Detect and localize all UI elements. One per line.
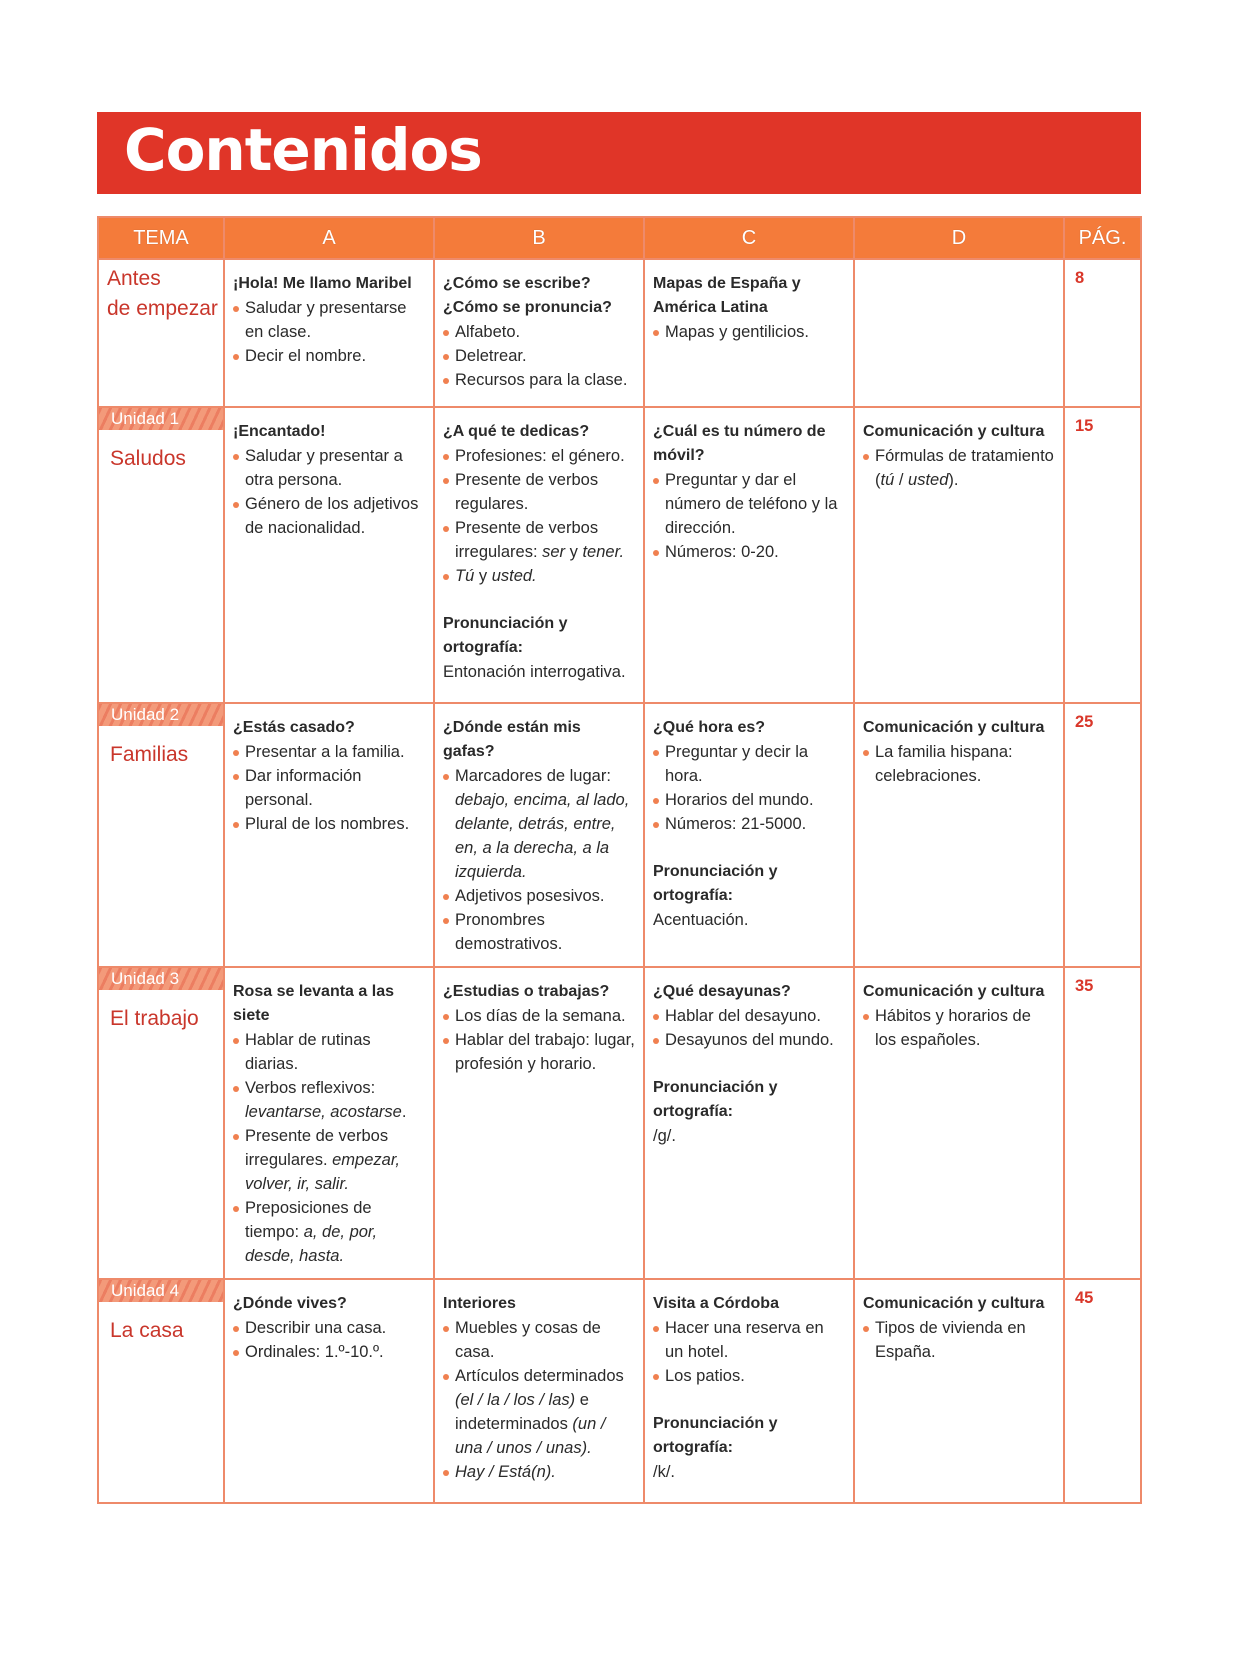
section-title: Comunicación y cultura — [863, 719, 1045, 736]
unit-badge: Unidad 1 — [99, 408, 223, 430]
item-emphasis: usted. — [491, 567, 537, 585]
item-emphasis: debajo, encima, al lado, delante, detrás, entre, en, a la derecha, a la izquierda. — [455, 791, 630, 881]
cell-a — [224, 1279, 434, 1503]
cell-d — [854, 967, 1064, 1279]
header-tema: TEMA — [98, 217, 224, 259]
bullet-list — [443, 444, 635, 588]
cell-a — [224, 703, 434, 967]
tema-cell — [98, 1279, 224, 1503]
cell-b — [434, 967, 644, 1279]
item-text: Preposiciones de tiempo: — [245, 1199, 372, 1241]
unit-badge: Unidad 3 — [99, 968, 223, 990]
list-item: La familia hispana: celebraciones. — [863, 740, 1055, 788]
bullet-list — [863, 444, 1055, 492]
bullet-list — [443, 1004, 635, 1076]
section-title: Rosa se levanta a las siete — [233, 983, 394, 1024]
bullet-list — [443, 320, 635, 392]
header-page: PÁG. — [1064, 217, 1141, 259]
pronunciation-title: Pronunciación y ortografía: — [443, 615, 568, 656]
section-title: ¿Qué hora es? — [653, 719, 766, 736]
item-text: Fórmulas de tratamiento ( — [875, 447, 1054, 489]
cell-a — [224, 259, 434, 407]
section-title: ¿Estudias o trabajas? — [443, 983, 610, 1000]
item-text: Presente de verbos irregulares. — [245, 1127, 389, 1169]
tema-title: El trabajo — [110, 1007, 199, 1030]
list-item: Preguntar y dar el número de teléfono y la dirección. — [653, 468, 845, 540]
header-b: B — [434, 217, 644, 259]
title-banner — [97, 112, 1141, 194]
list-item: Horarios del mundo. — [653, 788, 845, 812]
pronunciation-title: Pronunciación y ortografía: — [653, 1079, 778, 1120]
tema-title-line2: de empezar — [107, 297, 218, 320]
item-emphasis: empezar, volver, ir, salir. — [245, 1151, 400, 1193]
list-item: Hablar del trabajo: lugar, profesión y horario. — [443, 1028, 635, 1076]
pronunciation-text: /k/. — [653, 1463, 676, 1481]
section-title: Comunicación y cultura — [863, 983, 1045, 1000]
item-emphasis: ser — [542, 543, 566, 561]
section-title: Comunicación y cultura — [863, 1295, 1045, 1312]
item-emphasis: Tú — [455, 567, 475, 585]
table-row — [98, 1279, 1141, 1503]
section-title: ¿Cómo se pronuncia? — [443, 299, 612, 316]
bullet-list — [863, 1004, 1055, 1052]
bullet-list — [233, 1316, 425, 1364]
list-item: Decir el nombre. — [233, 344, 425, 368]
section-title: Mapas de España y América Latina — [653, 275, 801, 316]
header-c: C — [644, 217, 854, 259]
list-item: Hablar del desayuno. — [653, 1004, 845, 1028]
list-item: Números: 21-5000. — [653, 812, 845, 836]
list-item: Los días de la semana. — [443, 1004, 635, 1028]
item-text: . — [401, 1103, 407, 1121]
list-item: Los patios. — [653, 1364, 845, 1388]
list-item: Dar información personal. — [233, 764, 425, 812]
list-item: Alfabeto. — [443, 320, 635, 344]
list-item — [443, 564, 635, 588]
list-item: Mapas y gentilicios. — [653, 320, 845, 344]
list-item: Pronombres demostrativos. — [443, 908, 635, 956]
section-title: ¿Qué desayunas? — [653, 983, 791, 1000]
bullet-list — [233, 740, 425, 836]
cell-a — [224, 407, 434, 703]
list-item: Preguntar y decir la hora. — [653, 740, 845, 788]
table-row — [98, 407, 1141, 703]
page-number: 8 — [1064, 259, 1141, 407]
page-number: 45 — [1064, 1279, 1141, 1503]
bullet-list — [863, 1316, 1055, 1364]
header-a: A — [224, 217, 434, 259]
table-row — [98, 703, 1141, 967]
list-item — [863, 444, 1055, 492]
bullet-list — [653, 468, 845, 564]
tema-title: Saludos — [110, 447, 186, 470]
list-item: Muebles y cosas de casa. — [443, 1316, 635, 1364]
item-text: / — [894, 471, 909, 489]
bullet-list — [233, 444, 425, 540]
section-title: ¡Hola! Me llamo Maribel — [233, 275, 412, 292]
pronunciation-title: Pronunciación y ortografía: — [653, 863, 778, 904]
list-item: Desayunos del mundo. — [653, 1028, 845, 1052]
pronunciation-text: Acentuación. — [653, 911, 749, 929]
list-item: Describir una casa. — [233, 1316, 425, 1340]
page-title: Contenidos — [124, 116, 482, 184]
bullet-list — [653, 740, 845, 836]
item-emphasis: levantarse, acostarse — [245, 1103, 402, 1121]
section-title: ¿Dónde vives? — [233, 1295, 347, 1312]
list-item — [443, 516, 635, 564]
tema-cell — [98, 407, 224, 703]
page-number: 25 — [1064, 703, 1141, 967]
list-item: Profesiones: el género. — [443, 444, 635, 468]
list-item: Género de los adjetivos de nacionalidad. — [233, 492, 425, 540]
bullet-list — [233, 1028, 425, 1268]
cell-d — [854, 259, 1064, 407]
item-emphasis: (un / una / unos / unas). — [455, 1415, 606, 1457]
section-title: ¡Encantado! — [233, 423, 326, 440]
pronunciation-text: /g/. — [653, 1127, 676, 1145]
list-item: Plural de los nombres. — [233, 812, 425, 836]
bullet-list — [443, 764, 635, 956]
list-item: Hablar de rutinas diarias. — [233, 1028, 425, 1076]
item-text: Presente de verbos irregulares: — [455, 519, 599, 561]
cell-c — [644, 259, 854, 407]
tema-title — [99, 260, 223, 324]
cell-b — [434, 259, 644, 407]
contents-table — [97, 216, 1142, 1504]
bullet-list — [233, 296, 425, 368]
list-item: Hábitos y horarios de los españoles. — [863, 1004, 1055, 1052]
item-emphasis: a, de, por, desde, hasta. — [245, 1223, 378, 1265]
page-number: 35 — [1064, 967, 1141, 1279]
list-item: Presente de verbos regulares. — [443, 468, 635, 516]
cell-b — [434, 407, 644, 703]
header-row — [98, 217, 1141, 259]
cell-d — [854, 1279, 1064, 1503]
item-text: ). — [948, 471, 959, 489]
list-item — [443, 1364, 635, 1460]
section-title: ¿A qué te dedicas? — [443, 423, 590, 440]
list-item: Ordinales: 1.º-10.º. — [233, 1340, 425, 1364]
pronunciation-title: Pronunciación y ortografía: — [653, 1415, 778, 1456]
cell-a — [224, 967, 434, 1279]
tema-title: Familias — [110, 743, 189, 766]
item-emphasis: tener. — [582, 543, 625, 561]
list-item: Presentar a la familia. — [233, 740, 425, 764]
page-number: 15 — [1064, 407, 1141, 703]
section-title: Visita a Córdoba — [653, 1295, 779, 1312]
list-item — [233, 1196, 425, 1268]
bullet-list — [653, 1004, 845, 1052]
tema-cell — [98, 703, 224, 967]
unit-badge: Unidad 4 — [99, 1280, 223, 1302]
tema-title: La casa — [110, 1319, 184, 1342]
item-emphasis: (el / la / los / las) — [455, 1391, 576, 1409]
section-title: ¿Estás casado? — [233, 719, 355, 736]
unit-badge: Unidad 2 — [99, 704, 223, 726]
list-item — [443, 764, 635, 884]
list-item: Saludar y presentar a otra persona. — [233, 444, 425, 492]
cell-c — [644, 407, 854, 703]
cell-c — [644, 703, 854, 967]
cell-c — [644, 967, 854, 1279]
bullet-list — [863, 740, 1055, 788]
section-title: Comunicación y cultura — [863, 423, 1045, 440]
list-item — [443, 1460, 635, 1484]
item-text: Marcadores de lugar: — [455, 767, 611, 785]
list-item: Adjetivos posesivos. — [443, 884, 635, 908]
tema-cell — [98, 967, 224, 1279]
section-title: ¿Dónde están mis gafas? — [443, 719, 581, 760]
item-emphasis: usted — [908, 471, 949, 489]
section-title: ¿Cómo se escribe? — [443, 275, 591, 292]
list-item: Recursos para la clase. — [443, 368, 635, 392]
cell-d — [854, 703, 1064, 967]
tema-cell — [98, 259, 224, 407]
list-item: Hacer una reserva en un hotel. — [653, 1316, 845, 1364]
list-item: Tipos de vivienda en España. — [863, 1316, 1055, 1364]
cell-b — [434, 1279, 644, 1503]
bullet-list — [653, 320, 845, 344]
cell-b — [434, 703, 644, 967]
bullet-list — [653, 1316, 845, 1388]
item-text: Artículos determinados — [455, 1367, 624, 1385]
list-item: Deletrear. — [443, 344, 635, 368]
cell-c — [644, 1279, 854, 1503]
cell-d — [854, 407, 1064, 703]
item-text: e indeterminados — [455, 1391, 589, 1433]
item-text: y — [565, 543, 583, 561]
item-emphasis: Hay / Está(n). — [455, 1463, 556, 1481]
list-item: Saludar y presentarse en clase. — [233, 296, 425, 344]
bullet-list — [443, 1316, 635, 1484]
list-item — [233, 1076, 425, 1124]
item-emphasis: tú — [880, 471, 895, 489]
section-title: Interiores — [443, 1295, 516, 1312]
item-text: y — [474, 567, 492, 585]
list-item: Números: 0-20. — [653, 540, 845, 564]
header-d: D — [854, 217, 1064, 259]
table-row — [98, 967, 1141, 1279]
tema-title-line1: Antes — [107, 267, 161, 290]
item-text: Verbos reflexivos: — [245, 1079, 376, 1097]
table-row — [98, 259, 1141, 407]
list-item — [233, 1124, 425, 1196]
pronunciation-text: Entonación interrogativa. — [443, 663, 626, 681]
section-title: ¿Cuál es tu número de móvil? — [653, 423, 826, 464]
